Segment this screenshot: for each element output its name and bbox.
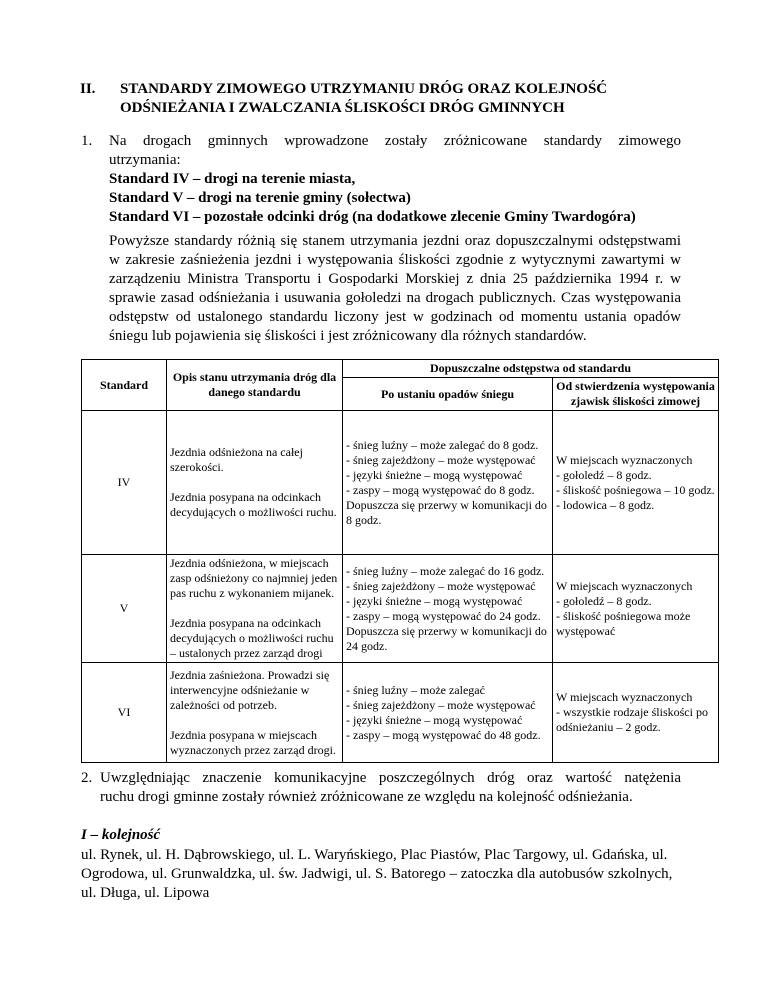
after-snow-item: - zaspy – mogą występować do 48 godz. (346, 727, 541, 742)
after-snow-item: - śnieg luźny – może zalegać do 16 godz. (346, 563, 545, 578)
after-snow-item: - zaspy – mogą występować do 24 godz. (346, 608, 541, 623)
description-text: Jezdnia odśnieżona na całej szerokości. (170, 445, 303, 474)
row-after-slippery (553, 555, 719, 663)
after-slippery-item: - gołoledź – 8 godz. (556, 593, 652, 608)
header-after-snow: Po ustaniu opadów śniegu (343, 378, 553, 411)
row-standard: IV (82, 411, 167, 555)
standard-iv-line: Standard IV – drogi na terenie miasta, (109, 171, 356, 187)
section-1-lead-line-1: Na drogach gminnych wprowadzone zostały zróżnicowane standardy zimowego (109, 133, 681, 149)
after-snow-item: - śnieg luźny – może zalegać (346, 682, 485, 697)
section-heading (80, 80, 680, 118)
section-2-number: 2. (81, 770, 93, 786)
after-slippery-item: W miejscach wyznaczonych (556, 690, 693, 704)
after-snow-item: Dopuszcza się przerwy w komunikacji do 8 godz. (346, 497, 547, 527)
order-streets: ul. Rynek, ul. H. Dąbrowskiego, ul. L. Waryńskiego, Plac Piastów, Plac Targowy, ul. Gdańska, ul. Ogrodowa, ul. Grunwaldzka, ul. św. Jadwigi, ul. S. Batorego – zatoczka dla autobusów szkolnych, ul. Długa, ul. Lipowa (81, 847, 673, 901)
table-row (82, 411, 719, 555)
after-snow-item: - zaspy – mogą występować do 8 godz. (346, 482, 535, 497)
table-header-row (82, 360, 719, 378)
description-text: Jezdnia posypana w miejscach wyznaczonych przez zarząd drogi. (170, 727, 336, 757)
section-2 (81, 769, 681, 807)
row-after-snow (343, 663, 553, 763)
table-row (82, 555, 719, 663)
heading-line-2: ODŚNIEŻANIA I ZWALCZANIA ŚLISKOŚCI DRÓG GMINNYCH (120, 100, 565, 116)
description-text: Jezdnia zaśnieżona. Prowadzi się interwencyjne odśnieżanie w zależności od potrzeb. (170, 667, 330, 712)
row-after-slippery (553, 411, 719, 555)
standards-paragraph: Powyższe standardy różnią się stanem utrzymania jezdni oraz dopuszczalnymi odstępstwami w zakresie zaśnieżenia jezdni i występowania śliskości zgodnie z wytycznymi zawartymi w zarządzeniu Ministra Transportu i Gospodarki Morskiej z dnia 25 października 1994 r. w sprawie zasad odśnieżania i usuwania gołoledzi na drogach publicznych. Czas występowania odstępstw od ustalonego standardu liczony jest w godzinach od momentu ustania opadów śniegu lub pojawienia się śliskości i jest zróżnicowany dla różnych standardów. (109, 233, 681, 344)
after-snow-item: - języki śnieżne – mogą występować (346, 467, 523, 482)
standard-vi-line: Standard VI – pozostałe odcinki dróg (na dodatkowe zlecenie Gminy Twardogóra) (109, 209, 636, 225)
header-after-slippery: Od stwierdzenia występowania zjawisk śliskości zimowej (553, 378, 719, 411)
row-description (167, 411, 343, 555)
after-snow-item: - śnieg zajeżdżony – może występować (346, 452, 536, 467)
description-text: Jezdnia posypana na odcinkach decydujących o możliwości ruchu. (170, 490, 337, 519)
header-standard: Standard (82, 360, 167, 411)
section-2-line-1: Uwzględniając znaczenie komunikacyjne poszczególnych dróg oraz wartość natężenia (100, 770, 681, 786)
section-2-line-2: ruchu drogi gminne zostały również zróżnicowane ze względu na kolejność odśnieżania. (100, 789, 633, 805)
header-description: Opis stanu utrzymania dróg dla danego standardu (167, 360, 343, 411)
table-row (82, 663, 719, 763)
after-slippery-item: - śliskość pośniegowa – 10 godz. (556, 482, 715, 497)
row-description (167, 555, 343, 663)
row-description (167, 663, 343, 763)
section-1 (81, 132, 681, 227)
header-deviations: Dopuszczalne odstępstwa od standardu (343, 360, 719, 378)
section-1-lead-line-2: utrzymania: (109, 152, 181, 168)
row-after-slippery (553, 663, 719, 763)
heading-number: II. (80, 81, 96, 97)
after-slippery-item: W miejscach wyznaczonych (556, 452, 693, 467)
after-slippery-item: - gołoledź – 8 godz. (556, 467, 652, 482)
after-slippery-item: W miejscach wyznaczonych (556, 578, 693, 593)
after-slippery-item: - śliskość pośniegowa może występować (556, 608, 691, 638)
standard-v-line: Standard V – drogi na terenie gminy (sołectwa) (109, 190, 411, 206)
after-snow-item: - języki śnieżne – mogą występować (346, 712, 523, 727)
section-1-number: 1. (81, 133, 93, 149)
description-text: Jezdnia posypana na odcinkach decydujących o możliwości ruchu – ustalonych przez zarząd drogi (170, 616, 334, 660)
after-snow-item: - śnieg luźny – może zalegać do 8 godz. (346, 437, 539, 452)
heading-line-1: STANDARDY ZIMOWEGO UTRZYMANIU DRÓG ORAZ KOLEJNOŚĆ (120, 81, 608, 97)
row-standard: VI (82, 663, 167, 763)
after-snow-item: Dopuszcza się przerwy w komunikacji do 24 godz. (346, 623, 547, 653)
after-slippery-item: - lodowica – 8 godz. (556, 497, 655, 512)
row-after-snow (343, 555, 553, 663)
after-snow-item: - języki śnieżne – mogą występować (346, 593, 523, 608)
description-text: Jezdnia odśnieżona, w miejscach zasp odśnieżony co najmniej jeden pas ruchu z wykonaniem mijanek. (170, 556, 338, 600)
after-snow-item: - śnieg zajeżdżony – może występować (346, 578, 536, 593)
row-standard: V (82, 555, 167, 663)
standards-table (81, 359, 719, 763)
after-snow-item: - śnieg zajeżdżony – może występować (346, 697, 536, 712)
after-slippery-item: - wszystkie rodzaje śliskości po odśnieżaniu – 2 godz. (556, 705, 708, 734)
row-after-snow (343, 411, 553, 555)
order-title: I – kolejność (81, 827, 161, 843)
